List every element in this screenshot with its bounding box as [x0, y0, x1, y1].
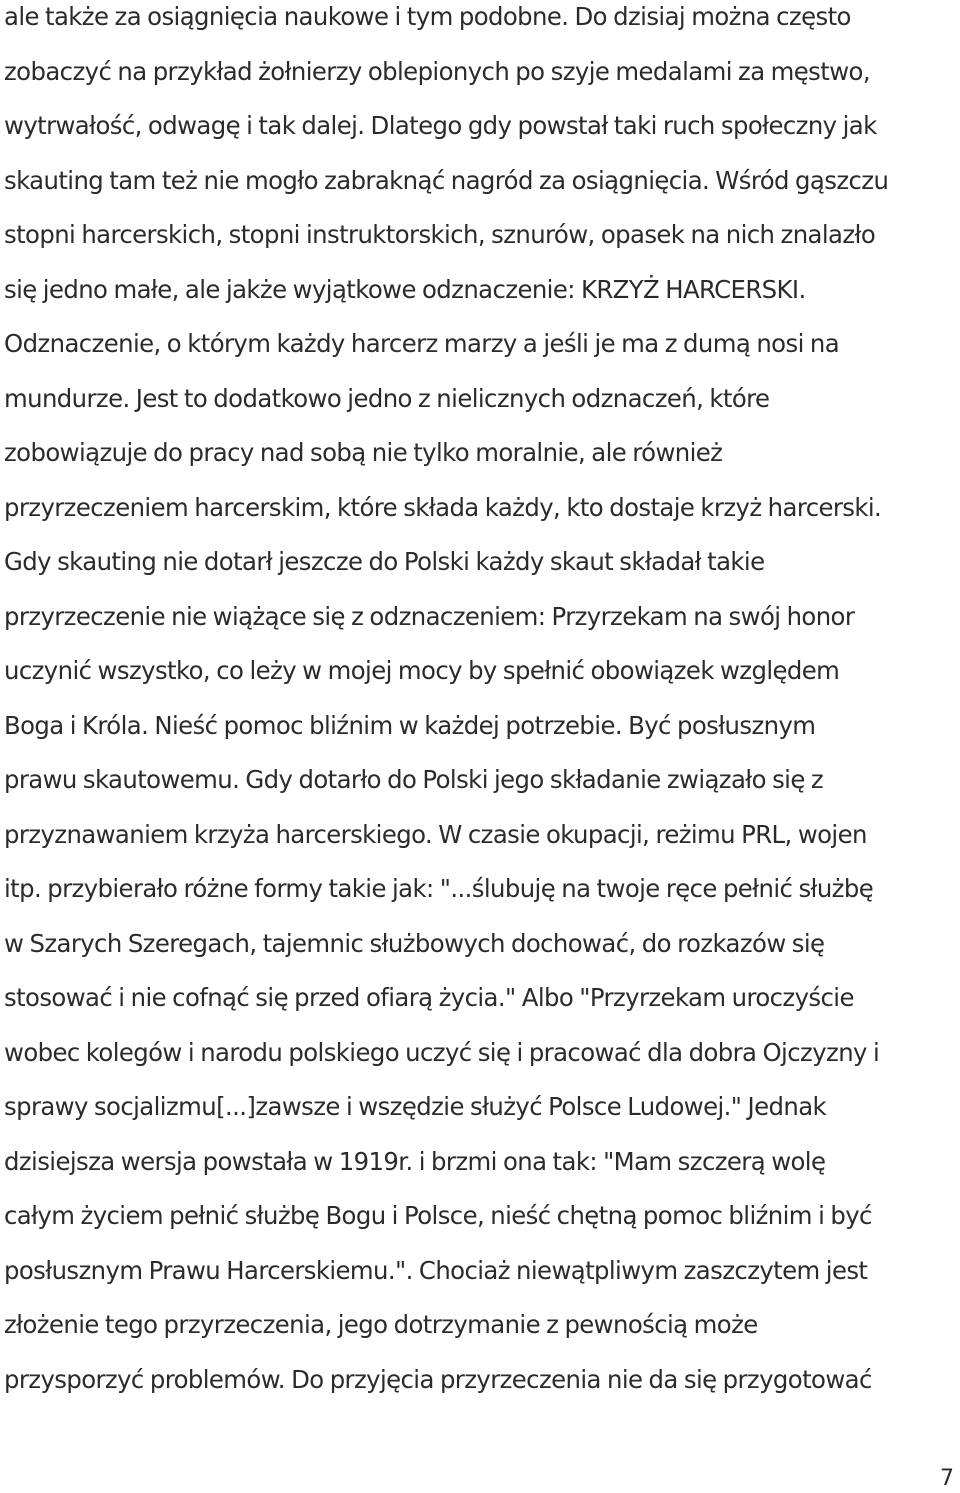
text-line: Gdy skauting nie dotarł jeszcze do Polski każdy skaut składał takie [4, 547, 765, 576]
text-line: stosować i nie cofnąć się przed ofiarą życia." Albo "Przyrzekam uroczyście [4, 983, 854, 1012]
text-line: ale także za osiągnięcia naukowe i tym podobne. Do dzisiaj można często [4, 2, 851, 31]
text-line: złożenie tego przyrzeczenia, jego dotrzymanie z pewnością może [4, 1310, 758, 1339]
text-line: uczynić wszystko, co leży w mojej mocy by spełnić obowiązek względem [4, 656, 840, 685]
text-line: skauting tam też nie mogło zabraknąć nagród za osiągnięcia. Wśród gąszczu [4, 165, 889, 195]
text-line: zobowiązuje do pracy nad sobą nie tylko moralnie, ale również [4, 438, 723, 467]
body-paragraph [4, 0, 960, 1407]
text-line: itp. przybierało różne formy takie jak: "...ślubuję na twoje ręce pełnić służbę [4, 874, 874, 903]
text-line: przyrzeczeniem harcerskim, które składa każdy, kto dostaje krzyż harcerski. [4, 492, 882, 522]
text-line: całym życiem pełnić służbę Bogu i Polsce, nieść chętną pomoc bliźnim i być [4, 1201, 872, 1230]
text-line: wobec kolegów i narodu polskiego uczyć się i pracować dla dobra Ojczyzny i [4, 1037, 880, 1067]
text-line: zobaczyć na przykład żołnierzy oblepionych po szyje medalami za męstwo, [4, 56, 870, 86]
text-line: się jedno małe, ale jakże wyjątkowe odznaczenie: KRZYŻ HARCERSKI. [4, 274, 806, 304]
text-line: stopni harcerskich, stopni instruktorskich, sznurów, opasek na nich znalazło [4, 220, 876, 249]
page-number: 7 [940, 1466, 954, 1491]
text-line: Boga i Króla. Nieść pomoc bliźnim w każdej potrzebie. Być posłusznym [4, 710, 816, 740]
text-line: mundurze. Jest to dodatkowo jedno z nielicznych odznaczeń, które [4, 383, 770, 413]
text-line: dzisiejsza wersja powstała w 1919r. i brzmi ona tak: "Mam szczerą wolę [4, 1146, 826, 1176]
text-line: Odznaczenie, o którym każdy harcerz marzy a jeśli je ma z dumą nosi na [4, 329, 840, 358]
text-line: wytrwałość, odwagę i tak dalej. Dlatego gdy powstał taki ruch społeczny jak [4, 111, 877, 140]
text-line: prawu skautowemu. Gdy dotarło do Polski jego składanie związało się z [4, 765, 824, 794]
text-line: w Szarych Szeregach, tajemnic służbowych dochować, do rozkazów się [4, 928, 825, 958]
text-line: sprawy socjalizmu[...]zawsze i wszędzie służyć Polsce Ludowej." Jednak [4, 1092, 827, 1121]
text-line: przysporzyć problemów. Do przyjęcia przyrzeczenia nie da się przygotować [4, 1364, 872, 1394]
text-line: przyrzeczenie nie wiążące się z odznaczeniem: Przyrzekam na swój honor [4, 601, 855, 631]
text-line: przyznawaniem krzyża harcerskiego. W czasie okupacji, reżimu PRL, wojen [4, 819, 867, 849]
text-line: posłusznym Prawu Harcerskiemu.". Chociaż niewątpliwym zaszczytem jest [4, 1255, 868, 1285]
